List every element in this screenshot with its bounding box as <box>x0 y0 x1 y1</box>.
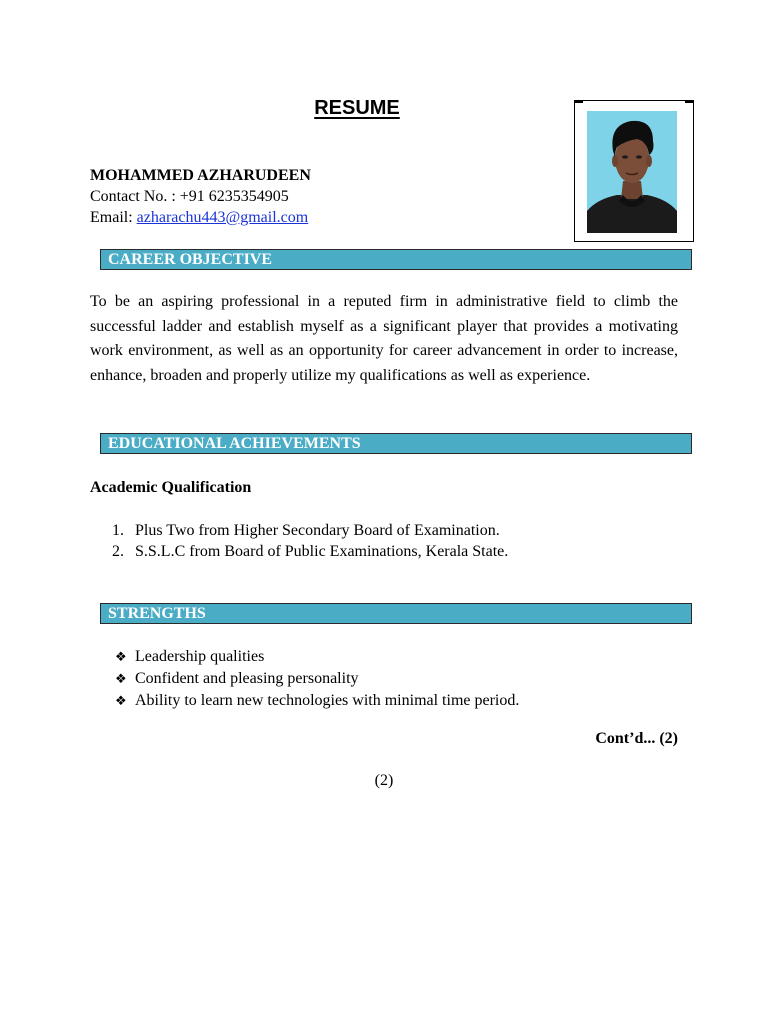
applicant-name: MOHAMMED AZHARUDEEN <box>90 167 311 184</box>
contact-block <box>90 165 311 228</box>
email-line <box>90 207 311 228</box>
list-item-text: Ability to learn new technologies with minimal time period. <box>135 692 520 709</box>
diamond-bullet-icon: ❖ <box>115 650 127 665</box>
list-item-text: Leadership qualities <box>135 648 265 665</box>
contact-number-line <box>90 186 311 207</box>
career-objective-text: To be an aspiring professional in a reputed firm in administrative field to climb the successful ladder and establish myself as a significant player that provides a motivating work environment, as well as an opportunity for career advancement in order to increase, enhance, broaden and properly utilize my qualifications as well as experience. <box>90 293 678 384</box>
diamond-bullet-icon: ❖ <box>115 694 127 709</box>
list-item <box>112 541 508 562</box>
diamond-bullet-icon: ❖ <box>115 672 127 687</box>
list-item <box>112 520 508 541</box>
list-item <box>115 668 519 690</box>
contact-number: +91 6235354905 <box>179 188 289 205</box>
list-item-number: 2. <box>112 543 124 560</box>
profile-photo-frame <box>574 100 694 242</box>
frame-corner-left <box>575 101 583 106</box>
page-number: (2) <box>374 772 394 789</box>
list-item-number: 1. <box>112 522 124 539</box>
email-link[interactable]: azharachu443@gmail.com <box>136 209 309 226</box>
strengths-list <box>115 646 519 712</box>
list-item-text: Confident and pleasing personality <box>135 670 359 687</box>
academic-qualification-heading: Academic Qualification <box>90 479 252 496</box>
list-item-text: S.S.L.C from Board of Public Examinations, Kerala State. <box>135 543 509 560</box>
section-heading-strengths: STRENGTHS <box>100 603 692 624</box>
continued-note: Cont’d... (2) <box>595 730 678 747</box>
email-label: Email: <box>90 209 137 226</box>
list-item <box>115 690 519 712</box>
section-heading-career-objective: CAREER OBJECTIVE <box>100 249 692 270</box>
contact-label: Contact No. : <box>90 188 180 205</box>
document-title: RESUME <box>314 97 400 119</box>
frame-corner-right <box>685 101 693 106</box>
list-item <box>115 646 519 668</box>
list-item-text: Plus Two from Higher Secondary Board of Examination. <box>135 522 500 539</box>
profile-photo <box>587 111 677 233</box>
person-photo-illustration <box>587 111 677 233</box>
section-heading-educational-achievements: EDUCATIONAL ACHIEVEMENTS <box>100 433 692 454</box>
education-list <box>112 520 508 562</box>
